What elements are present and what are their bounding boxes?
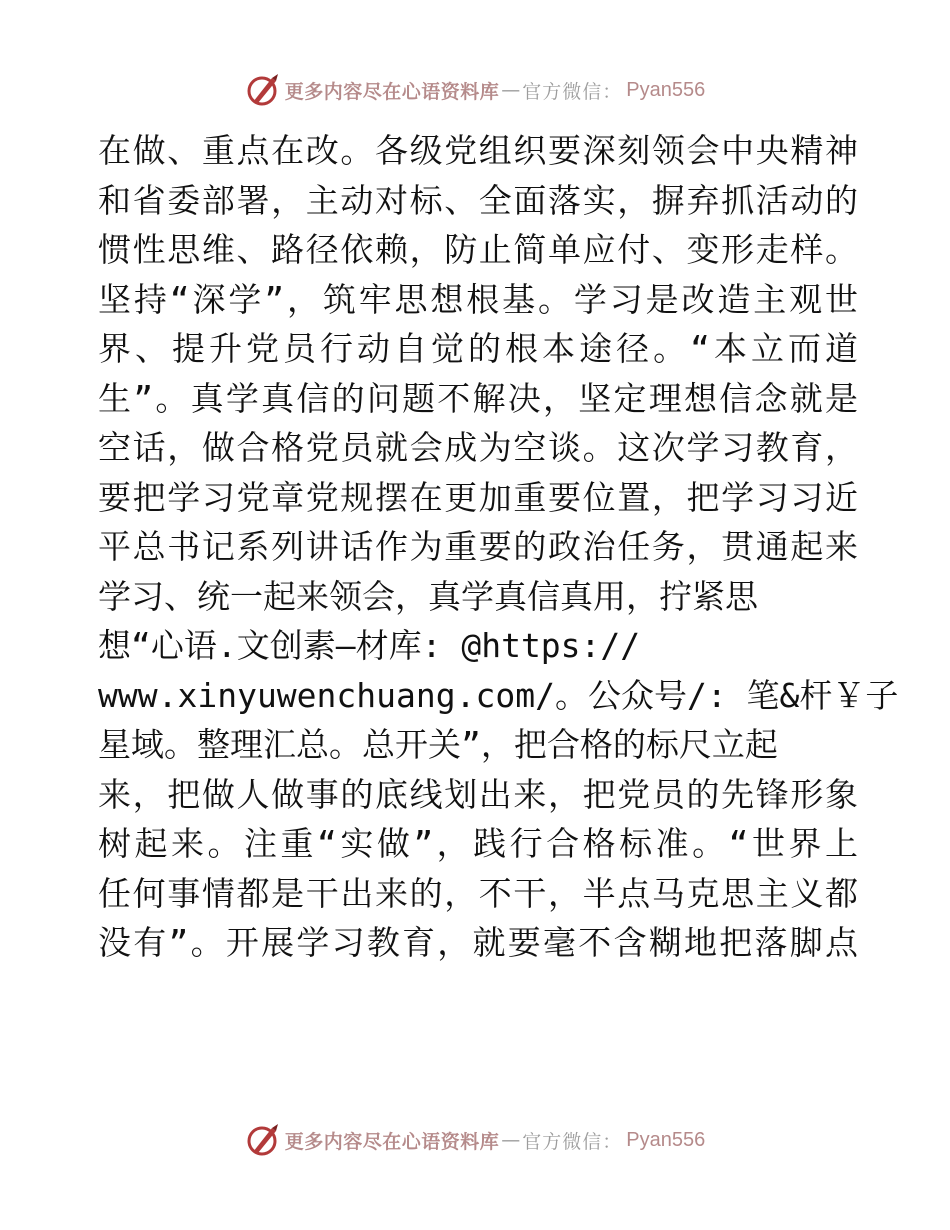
body-line: 生”。真学真信的问题不解决，坚定理想信念就是 [98, 378, 858, 418]
body-line: www.xinyuwenchuang.com/。公众号/: 笔&杆￥子 [98, 675, 899, 715]
body-line: 学习、统一起来领会，真学真信真用，拧紧思 [98, 576, 758, 616]
body-line: 要把学习党章党规摆在更加重要位置，把学习习近 [98, 477, 858, 517]
footer-separator: — [501, 1129, 521, 1151]
body-line: 星域。整理汇总。总开关”，把合格的标尺立起 [98, 725, 778, 764]
body-line: 没有”。开展学习教育，就要毫不含糊地把落脚点 [98, 923, 858, 962]
footer-brand-text: 更多内容尽在心语资料库 [284, 1130, 500, 1153]
body-line: 界、提升党员行动自觉的根本途径。“本立而道 [98, 329, 858, 368]
body-line: 和省委部署，主动对标、全面落实，摒弃抓活动的 [98, 180, 858, 220]
body-line: 来，把做人做事的底线划出来，把党员的先锋形象 [98, 774, 858, 814]
header-brand-text: 更多内容尽在心语资料库 [284, 80, 500, 103]
document-body [98, 126, 899, 968]
body-line: 平总书记系列讲话作为重要的政治任务，贯通起来 [98, 527, 858, 566]
body-line: 任何事情都是干出来的，不干，半点马克思主义都 [98, 873, 858, 913]
body-line: 坚持“深学”，筑牢思想根基。学习是改造主观世 [98, 279, 858, 319]
footer-wechat-id: Pyan556 [626, 1128, 706, 1151]
body-line: 想“心语.文创素—材库: @https:// [98, 626, 641, 665]
footer-banner [0, 1118, 950, 1162]
footer-official-label: 官方微信： [522, 1130, 623, 1153]
header-wechat-id: Pyan556 [626, 78, 706, 101]
body-line: 在做、重点在改。各级党组织要深刻领会中央精神 [98, 131, 858, 170]
quill-logo-icon [245, 72, 281, 108]
header-banner [0, 68, 950, 112]
body-line: 空话，做合格党员就会成为空谈。这次学习教育， [98, 428, 858, 467]
body-line: 惯性思维、路径依赖，防止简单应付、变形走样。 [98, 230, 858, 269]
body-line: 树起来。注重“实做”，践行合格标准。“世界上 [98, 824, 858, 863]
quill-logo-icon [245, 1122, 281, 1158]
header-separator: — [501, 79, 521, 101]
header-official-label: 官方微信： [522, 80, 623, 103]
